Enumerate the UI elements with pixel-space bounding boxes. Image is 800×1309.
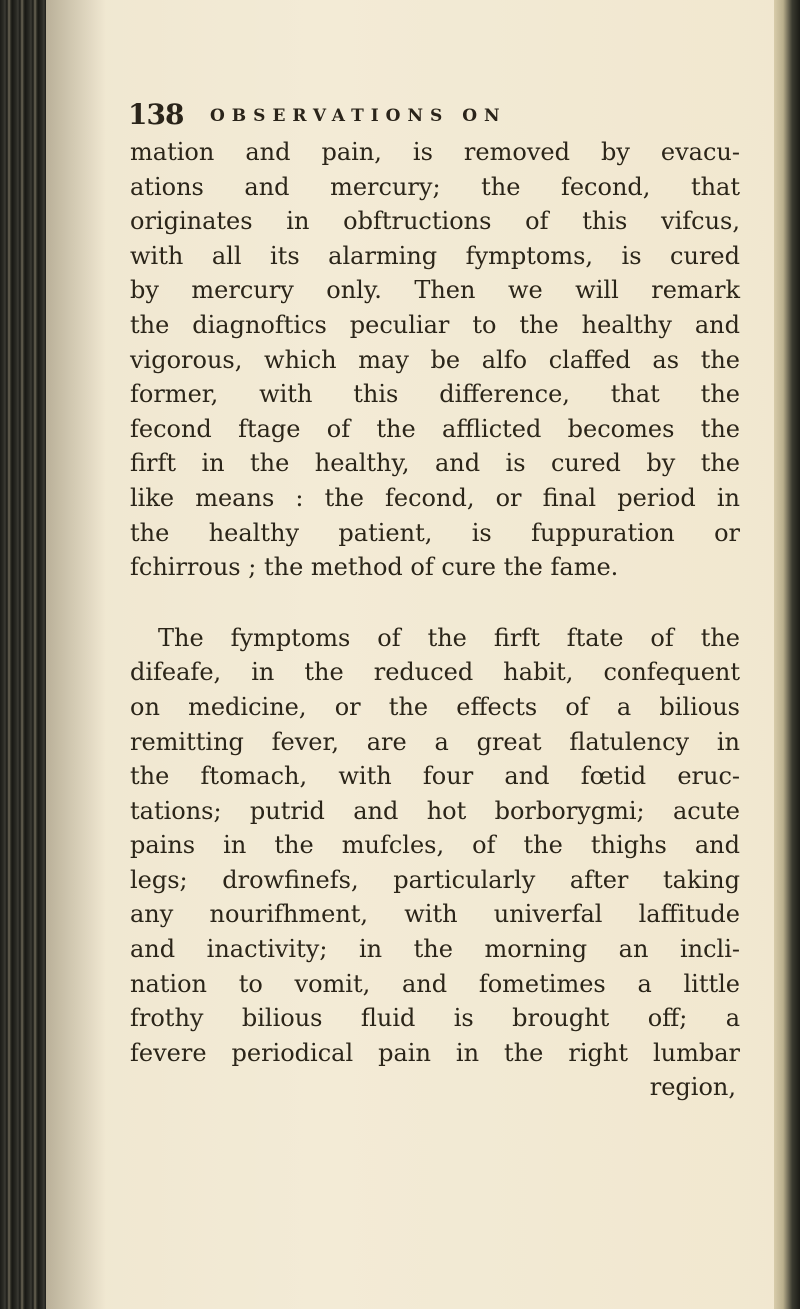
text-line: and inactivity; in the morning an incli- [130, 935, 740, 964]
text-line: by mercury only. Then we will remark [130, 276, 740, 305]
paragraph-2 [130, 621, 740, 1105]
text-line: former, with this difference, that the [130, 380, 740, 409]
binding-shadow [46, 0, 106, 1309]
body-text [130, 135, 740, 1105]
catchword: region, [649, 1073, 736, 1102]
paragraph-gap [130, 585, 740, 621]
text-line: ations and mercury; the fecond, that [130, 172, 740, 201]
text-line: originates in obftructions of this vifcus, [130, 207, 740, 236]
text-line: with all its alarming fymptoms, is cured [130, 241, 740, 270]
paragraph-1 [130, 135, 740, 585]
text-line: on medicine, or the effects of a bilious [130, 692, 740, 721]
text-line: the healthy patient, is fuppuration or [130, 518, 740, 547]
text-line: firft in the healthy, and is cured by the [130, 449, 740, 478]
text-line: any nourifhment, with univerfal laffitude [130, 900, 740, 929]
text-line: vigorous, which may be alfo claffed as the [130, 345, 740, 374]
running-head: OBSERVATIONS ON [210, 106, 507, 126]
text-line: like means : the fecond, or final period in [130, 483, 740, 512]
page-number: 138 [128, 98, 184, 131]
text-line: remitting fever, are a great flatulency in [130, 727, 740, 756]
text-line: the diagnoftics peculiar to the healthy and [130, 310, 740, 339]
text-line: fecond ftage of the afflicted becomes the [130, 414, 740, 443]
page-edge [774, 0, 800, 1309]
page-header [128, 98, 748, 134]
text-line: fevere periodical pain in the right lumbar [130, 1038, 740, 1067]
text-line: difeafe, in the reduced habit, confequent [130, 658, 740, 687]
text-line: tations; putrid and hot borborygmi; acute [130, 796, 740, 825]
text-line: the ftomach, with four and fœtid eruc- [130, 762, 740, 791]
text-line: legs; drowfinefs, particularly after taking [130, 865, 740, 894]
text-line: frothy bilious fluid is brought off; a [130, 1004, 740, 1033]
text-line: mation and pain, is removed by evacu- [130, 138, 740, 166]
text-line: nation to vomit, and fometimes a little [130, 969, 740, 998]
text-line: fchirrous ; the method of cure the fame. [130, 553, 619, 582]
binding-gutter [0, 0, 46, 1309]
text-line: The fymptoms of the firft ftate of the [158, 623, 740, 652]
text-line: pains in the mufcles, of the thighs and [130, 831, 740, 860]
